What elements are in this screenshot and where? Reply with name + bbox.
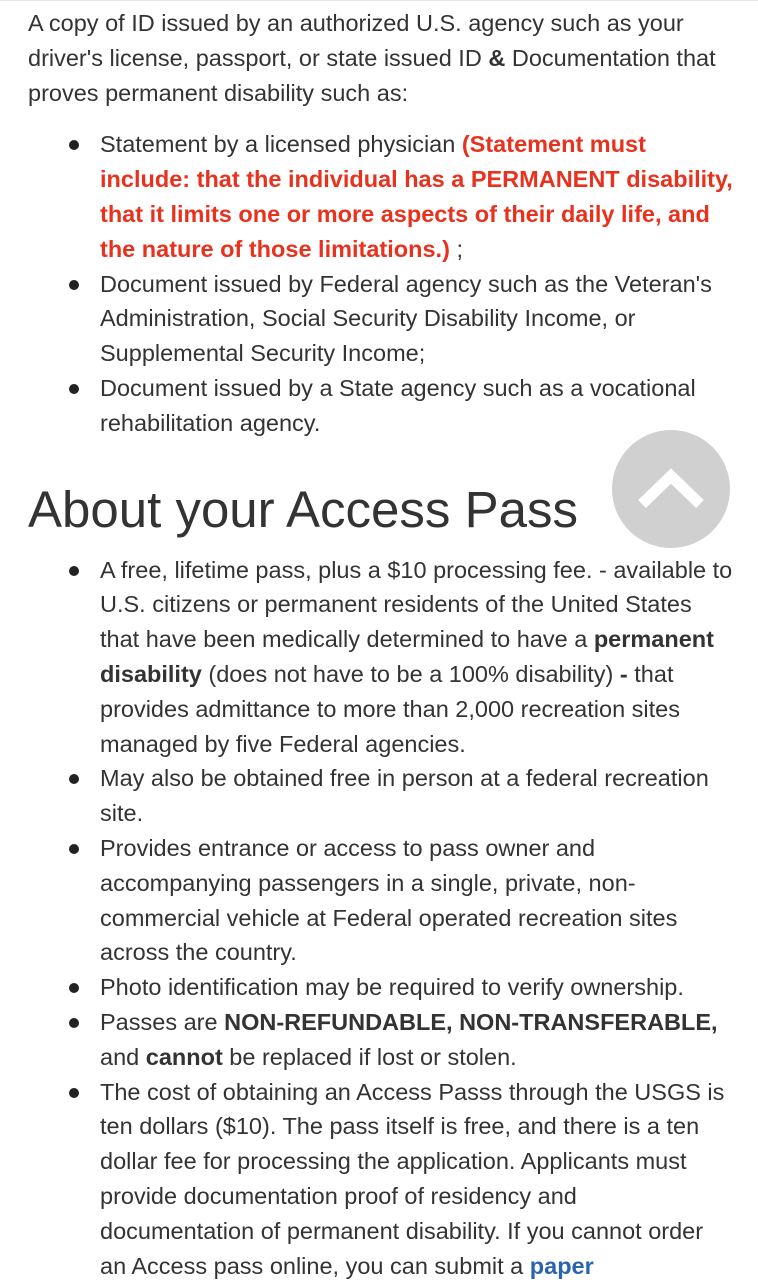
list-item: Document issued by Federal agency such as the Veteran's Administration, Social Security Disability Income, or Supplemental Security Income; — [28, 267, 733, 371]
list-item: May also be obtained free in person at a federal recreation site. — [28, 761, 733, 831]
list-item: Photo identification may be required to verify ownership. — [28, 970, 733, 1005]
section-heading: About your Access Pass — [28, 480, 578, 538]
list-item: Passes are NON-REFUNDABLE, NON-TRANSFERABLE, and cannot be replaced if lost or stolen. — [28, 1005, 733, 1075]
list-item: The cost of obtaining an Access Passs through the USGS is ten dollars ($10). The pass itself is free, and there is a ten dollar fee for processing the application. Applicants must provide documentation proof of residency and documentation of permanent disability. If you cannot order an Access pass online, you can submit a paper — [28, 1075, 733, 1283]
paper-application-link[interactable]: paper — [529, 1252, 594, 1279]
main-content — [28, 6, 733, 1283]
access-pass-list — [28, 553, 733, 1283]
chevron-up-icon — [634, 466, 708, 512]
list-item: Document issued by a State agency such as a vocational rehabilitation agency. — [28, 371, 733, 441]
list-item: Statement by a licensed physician (Statement must include: that the individual has a PERMANENT disability, that it limits one or more aspects of their daily life, and the nature of those limitations.) ; — [28, 127, 733, 266]
id-requirements-paragraph: A copy of ID issued by an authorized U.S. agency such as your driver's license, passport, or state issued ID & Documentation that proves permanent disability such as: — [28, 10, 716, 106]
disability-documents-list — [28, 127, 733, 440]
list-item: Provides entrance or access to pass owner and accompanying passengers in a single, private, non-commercial vehicle at Federal operated recreation sites across the country. — [28, 831, 733, 970]
scroll-to-top-button[interactable] — [612, 430, 730, 548]
physician-statement-note: (Statement must include: that the individual has a PERMANENT disability, that it limits one or more aspects of their daily life, and the nature of those limitations.) — [100, 131, 733, 262]
list-item: A free, lifetime pass, plus a $10 processing fee. - available to U.S. citizens or permanent residents of the United States that have been medically determined to have a permanent disability (does not have to be a 100% disability) - that provides admittance to more than 2,000 recreation sites managed by five Federal agencies. — [28, 553, 733, 762]
